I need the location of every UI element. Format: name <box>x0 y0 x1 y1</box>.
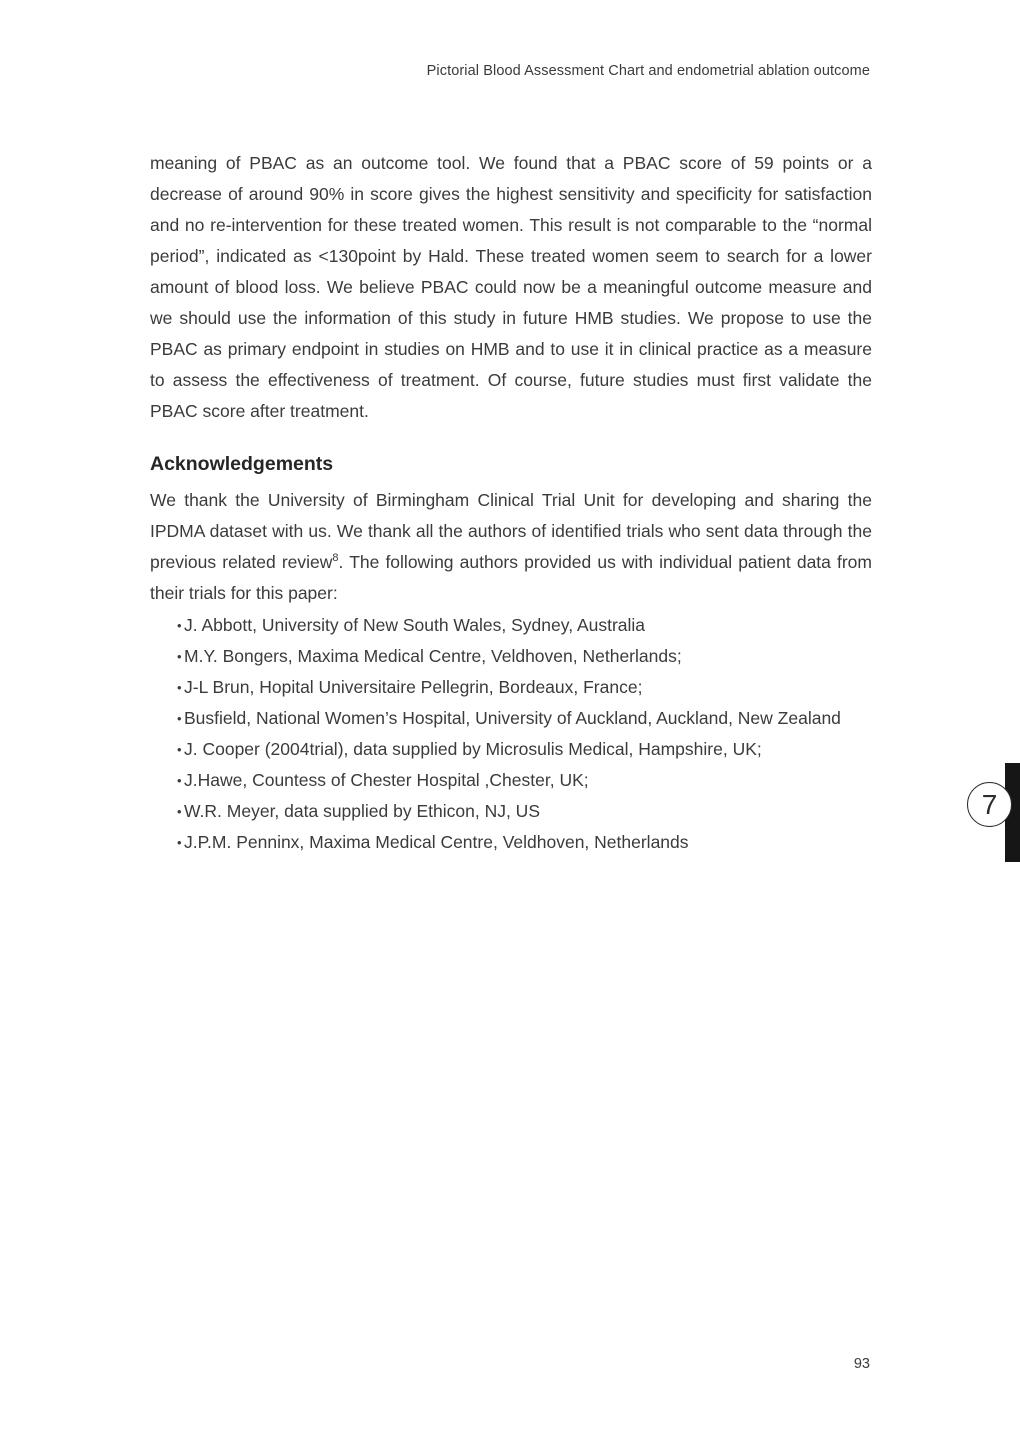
list-item <box>150 703 872 734</box>
list-item <box>150 765 872 796</box>
section-heading-acknowledgements: Acknowledgements <box>150 453 334 475</box>
list-item <box>150 827 872 858</box>
list-item-text: Busfield, National Women’s Hospital, University of Auckland, Auckland, New Zealand <box>184 708 841 728</box>
body-paragraph: meaning of PBAC as an outcome tool. We found that a PBAC score of 59 points or a decrease of around 90% in score gives the highest sensitivity and specificity for satisfaction and no re-intervention for these treated women. This result is not comparable to the “normal period”, indicated as <130point by Hald. These treated women seem to search for a lower amount of blood loss. We believe PBAC could now be a meaningful outcome measure and we should use the information of this study in future HMB studies. We propose to use the PBAC as primary endpoint in studies on HMB and to use it in clinical practice as a measure to assess the effectiveness of treatment. Of course, future studies must first validate the PBAC score after treatment. <box>150 153 872 421</box>
bullet-icon: • <box>177 649 182 664</box>
ack-text-after-reference: . The following authors provided us with individual patient data from their trials for this paper: <box>150 552 872 603</box>
page-content <box>150 148 872 858</box>
list-item <box>150 796 872 827</box>
list-item-text: J-L Brun, Hopital Universitaire Pellegrin, Bordeaux, France; <box>184 677 643 697</box>
bullet-icon: • <box>177 835 182 850</box>
list-item <box>150 734 872 765</box>
bullet-icon: • <box>177 618 182 633</box>
acknowledgements-paragraph <box>150 485 872 609</box>
list-item-text: J.P.M. Penninx, Maxima Medical Centre, Veldhoven, Netherlands <box>184 832 689 852</box>
bullet-icon: • <box>177 680 182 695</box>
bullet-icon: • <box>177 742 182 757</box>
bullet-icon: • <box>177 773 182 788</box>
ack-text-before-reference: We thank the University of Birmingham Clinical Trial Unit for developing and sharing the IPDMA dataset with us. We thank all the authors of identified trials who sent data through the previous related review <box>150 490 872 572</box>
list-item <box>150 672 872 703</box>
list-item-text: W.R. Meyer, data supplied by Ethicon, NJ, US <box>184 801 540 821</box>
bullet-icon: • <box>177 711 182 726</box>
list-item-text: J. Abbott, University of New South Wales, Sydney, Australia <box>184 615 646 635</box>
list-item <box>150 610 872 641</box>
running-header: Pictorial Blood Assessment Chart and endometrial ablation outcome <box>426 63 870 79</box>
list-item-text: M.Y. Bongers, Maxima Medical Centre, Veldhoven, Netherlands; <box>184 646 682 666</box>
chapter-number-badge: 7 <box>967 782 1012 827</box>
list-item-text: J. Cooper (2004trial), data supplied by Microsulis Medical, Hampshire, UK; <box>184 739 762 759</box>
reference-superscript: 8 <box>332 552 339 565</box>
bullet-icon: • <box>177 804 182 819</box>
page-number: 93 <box>853 1356 870 1372</box>
contributors-list <box>150 610 872 858</box>
list-item <box>150 641 872 672</box>
list-item-text: J.Hawe, Countess of Chester Hospital ,Chester, UK; <box>184 770 589 790</box>
